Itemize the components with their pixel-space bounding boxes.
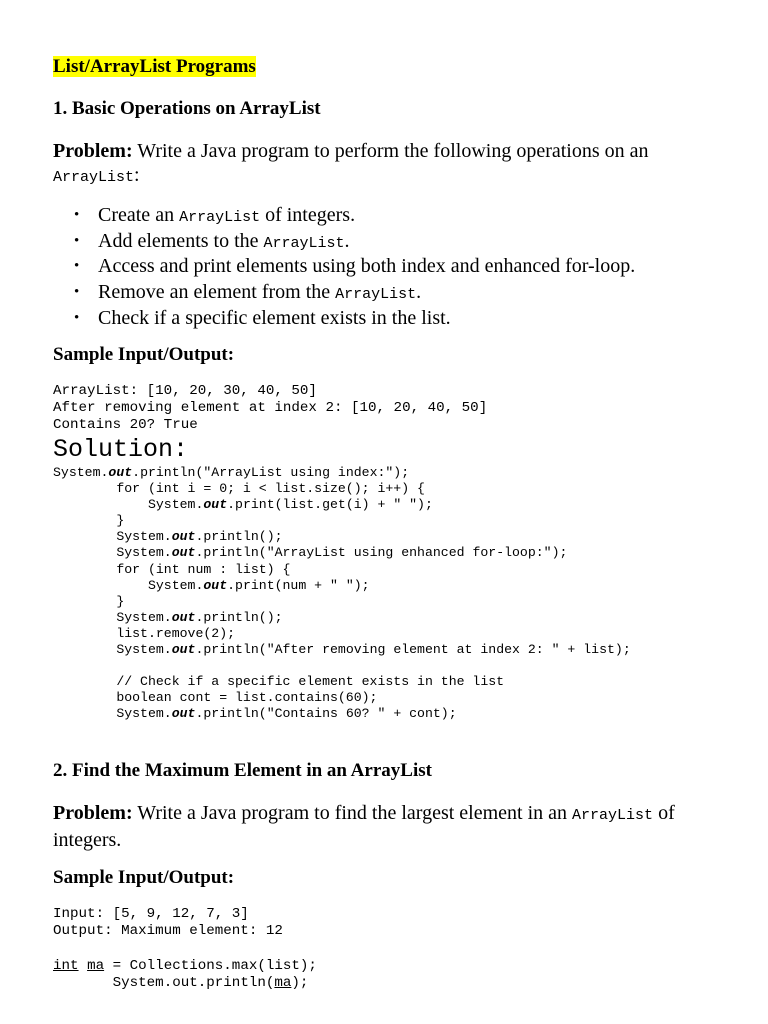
code-indent — [53, 610, 116, 625]
code-text: .println(); — [195, 609, 283, 625]
code-text: for (int num : list) { — [116, 561, 291, 577]
document-title — [53, 55, 256, 79]
code-text: System. — [116, 609, 172, 625]
code-text: .print(list.get(i) + " "); — [227, 497, 433, 513]
problem-label: Problem: — [53, 802, 133, 824]
code-line — [53, 642, 631, 658]
code-line — [53, 529, 631, 545]
list-item-text: Create an — [98, 204, 180, 226]
code-line — [53, 562, 631, 578]
sample-output-block — [53, 383, 487, 434]
operations-list — [53, 204, 635, 333]
code-line — [53, 465, 631, 481]
code-text: .println("ArrayList using enhanced for-loop:"); — [195, 545, 568, 561]
code-indent — [53, 706, 116, 721]
list-item-code: ArrayList — [263, 234, 345, 252]
code-indent — [53, 690, 116, 705]
solution-code-block — [53, 465, 631, 723]
code-indent — [53, 674, 116, 689]
code-indent — [53, 529, 116, 544]
code-line — [53, 578, 631, 594]
code-keyword-out: out — [171, 545, 196, 561]
code-text: } — [116, 593, 125, 609]
sample-io-heading: Sample Input/Output: — [53, 344, 235, 365]
sample-line: Contains 20? True — [53, 417, 198, 433]
code-text: System.out.println( — [112, 975, 275, 991]
list-item-text: . — [416, 281, 422, 304]
code-line — [53, 690, 631, 706]
code-line — [53, 610, 631, 626]
code-text: .println("ArrayList using index:"); — [132, 465, 410, 480]
problem-code: ArrayList — [53, 169, 135, 186]
code-indent — [53, 578, 148, 593]
code-text: .println(); — [195, 529, 283, 545]
list-item-text: Check if a specific element exists in the list. — [98, 306, 451, 329]
section-1-heading: 1. Basic Operations on ArrayList — [53, 98, 321, 119]
code-variable: ma — [87, 958, 105, 974]
code-text: System. — [147, 577, 204, 593]
list-item-code: ArrayList — [179, 209, 261, 226]
max-code-block — [53, 958, 317, 992]
code-keyword-out: out — [108, 465, 133, 480]
list-item-text: Remove an element from the — [98, 281, 336, 304]
list-item — [53, 230, 635, 256]
section-2-heading: 2. Find the Maximum Element in an ArrayList — [53, 760, 432, 781]
code-text: System. — [116, 545, 172, 561]
code-line — [53, 594, 631, 610]
code-text: boolean cont = list.contains(60); — [116, 690, 378, 706]
code-indent — [53, 481, 116, 496]
code-indent — [53, 497, 148, 512]
list-item-text: Add elements to the — [98, 229, 264, 252]
sample-line: ArrayList: [10, 20, 30, 40, 50] — [53, 383, 317, 399]
section-1-problem — [53, 139, 693, 190]
code-indent — [53, 975, 113, 991]
code-text: ); — [291, 975, 309, 991]
code-variable: ma — [274, 975, 292, 991]
list-item — [53, 281, 635, 307]
document-title-highlight: List/ArrayList Programs — [53, 56, 256, 77]
section-2-problem — [53, 801, 693, 852]
code-text: .println("After removing element at index 2: " + list); — [195, 642, 631, 658]
list-item-text: of integers. — [260, 204, 356, 226]
code-line — [53, 674, 631, 690]
code-indent — [53, 545, 116, 560]
code-keyword: int — [53, 958, 79, 974]
code-text: // Check if a specific element exists in the list — [116, 674, 505, 690]
sample-line: Output: Maximum element: 12 — [53, 923, 283, 939]
code-text: } — [116, 513, 125, 529]
code-keyword-out: out — [203, 497, 228, 513]
code-line — [53, 975, 317, 992]
code-text: .println("Contains 60? " + cont); — [195, 706, 457, 722]
problem-tail: : — [134, 164, 140, 186]
code-text: = Collections.max(list); — [104, 958, 317, 974]
code-line — [53, 706, 631, 722]
code-keyword-out: out — [171, 706, 196, 722]
code-text: System. — [147, 497, 204, 513]
code-line — [53, 545, 631, 561]
code-indent — [53, 513, 116, 528]
code-line — [53, 658, 631, 674]
list-item — [53, 204, 635, 230]
code-text: System. — [53, 465, 109, 480]
code-line — [53, 626, 631, 642]
list-item — [53, 307, 635, 333]
code-line — [53, 958, 317, 975]
code-indent — [53, 642, 116, 657]
code-line — [53, 481, 631, 497]
list-item — [53, 255, 635, 281]
code-indent — [53, 594, 116, 609]
code-keyword-out: out — [203, 577, 228, 593]
code-keyword-out: out — [171, 642, 196, 658]
code-text: .print(num + " "); — [227, 577, 370, 593]
code-text: System. — [116, 642, 172, 658]
problem-label: Problem: — [53, 140, 133, 162]
problem-tail: of integers. — [53, 802, 675, 851]
code-text: for (int i = 0; i < list.size(); i++) { — [116, 481, 425, 497]
list-item-text: . — [344, 229, 350, 252]
code-keyword-out: out — [171, 529, 196, 545]
code-line — [53, 497, 631, 513]
solution-heading: Solution: — [53, 435, 189, 464]
list-item-text: Access and print elements using both index and enhanced for-loop. — [98, 255, 636, 278]
sample-line: After removing element at index 2: [10, 20, 40, 50] — [53, 400, 488, 416]
sample-output-block-2 — [53, 906, 283, 940]
code-indent — [53, 626, 116, 641]
problem-code: ArrayList — [572, 807, 654, 824]
code-text: System. — [116, 706, 172, 722]
sample-io-heading-2: Sample Input/Output: — [53, 867, 235, 888]
code-text: list.remove(2); — [116, 625, 236, 641]
code-indent — [53, 562, 116, 577]
problem-text: Write a Java program to find the largest element in an — [132, 802, 573, 824]
list-item-code: ArrayList — [335, 286, 417, 304]
code-keyword-out: out — [171, 609, 196, 625]
code-text: System. — [116, 529, 172, 545]
problem-text: Write a Java program to perform the following operations on an — [132, 140, 649, 162]
sample-line: Input: [5, 9, 12, 7, 3] — [53, 906, 249, 922]
code-line — [53, 513, 631, 529]
